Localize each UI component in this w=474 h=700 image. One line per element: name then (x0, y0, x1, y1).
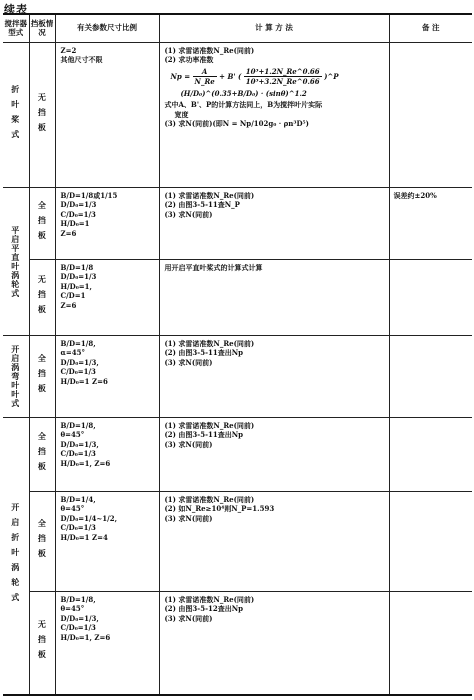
baffle-cell: 全挡板 (29, 336, 55, 418)
table-row (3, 592, 472, 695)
baffle-cell: 全挡板 (29, 418, 55, 492)
header-stirrer-type: 搅拌器型式 (3, 14, 29, 43)
header-params: 有关参数尺寸比例 (55, 14, 159, 43)
baffle-cell: 全挡板 (29, 492, 55, 592)
params-cell: Z=2 其他尺寸不限 (55, 43, 159, 188)
remark-cell (389, 418, 472, 492)
baffle-cell: 无挡板 (29, 260, 55, 336)
baffle-cell: 全挡板 (29, 188, 55, 260)
table-row (3, 418, 472, 492)
power-number-formula-cont: (H/D₀)^(0.35+B/D₀) · (sinθ)^1.2 (180, 88, 307, 98)
power-number-formula: Np = $\frac{A}{N\_Re}$ + B' ( $\frac{\text{10³+1.2N\_Re\textasciicircum{}0.66}}{\text{10³+3.2N\_Re\textasciicircum{}0.66}}$ )^P (170, 66, 339, 87)
stirrer-type-cell: 平启平直叶涡轮式 (3, 188, 29, 336)
header-remarks: 备 注 (389, 14, 472, 43)
stirrer-type-cell: 开启折叶涡轮式 (3, 418, 29, 695)
remark-cell: 误差约±20% (389, 188, 472, 260)
stirrer-type-cell: 折叶桨式 (3, 43, 29, 188)
header-row (3, 14, 472, 43)
method-cell: (1) 求雷诺准数N_Re(同前) (2) 由图3-5-11查N_P (3) 求N(同前) (159, 188, 389, 260)
baffle-cell: 无挡板 (29, 43, 55, 188)
table-row (3, 260, 472, 336)
table-row (3, 188, 472, 260)
params-cell: B/D=1/8或1/15 D/D₀=1/3 C/D₀=1/3 H/D₀=1 Z=6 (55, 188, 159, 260)
method-cell: (1) 求雷诺准数N_Re(同前) (2) 由图3-5-11查出Np (3) 求N(同前) (159, 418, 389, 492)
remark-cell (389, 492, 472, 592)
method-cell: (1) 求雷诺准数N_Re(同前) (2) 由图3-5-12查出Np (3) 求N(同前) (159, 592, 389, 695)
remark-cell (389, 336, 472, 418)
params-cell: B/D=1/8 D/D₀=1/3 H/D₀=1, C/D=1 Z=6 (55, 260, 159, 336)
params-cell: B/D=1/4, θ=45° D/D₀=1/4~1/2, C/D₀=1/3 H/D₀=1 Z=4 (55, 492, 159, 592)
remark-cell (389, 592, 472, 695)
method-cell: (1) 求雷诺准数N_Re(同前) (2) 由图3-5-11查出Np (3) 求N(同前) (159, 336, 389, 418)
remark-cell (389, 43, 472, 188)
stirrer-type-cell: 开启涡弯叶叶式 (3, 336, 29, 418)
params-cell: B/D=1/8, θ=45° D/D₀=1/3, C/D₀=1/3 H/D₀=1, Z=6 (55, 418, 159, 492)
params-cell: B/D=1/8, θ=45° D/D₀=1/3, C/D₀=1/3 H/D₀=1, Z=6 (55, 592, 159, 695)
header-baffle: 挡板情况 (29, 14, 55, 43)
table-row (3, 336, 472, 418)
header-method: 计 算 方 法 (159, 14, 389, 43)
method-cell: 用开启平直叶桨式的计算式计算 (159, 260, 389, 336)
continued-label: 续表 (4, 3, 28, 16)
params-cell: B/D=1/8, α=45° D/D₀=1/3, C/D₀=1/3 H/D₀=1 Z=6 (55, 336, 159, 418)
table-row (3, 43, 472, 188)
table-row (3, 492, 472, 592)
method-cell: (1) 求雷诺准数N_Re(同前) (2) 求功率准数 Np = $\frac{A}{N\_Re}$ + B' ( $\frac{\text{10³+1.2N\_Re\textasciicircum{}0.66}}{\text{10³+3.2N\_Re\textasciicircum{}0.66}}$ )^P (H/D₀)^(0.35+B/D₀) · (sinθ)^1.2 式中A、B'、P的计算方法同上，B为搅拌叶片实际 宽度 (3) 求N(同前)(即N = Np/102g₀ · ρn³D⁵) (159, 43, 389, 188)
baffle-cell: 无挡板 (29, 592, 55, 695)
calculation-table (3, 13, 472, 696)
method-cell: (1) 求雷诺准数N_Re(同前) (2) 如N_Re≥10⁴则N_P=1.593 (3) 求N(同前) (159, 492, 389, 592)
remark-cell (389, 260, 472, 336)
